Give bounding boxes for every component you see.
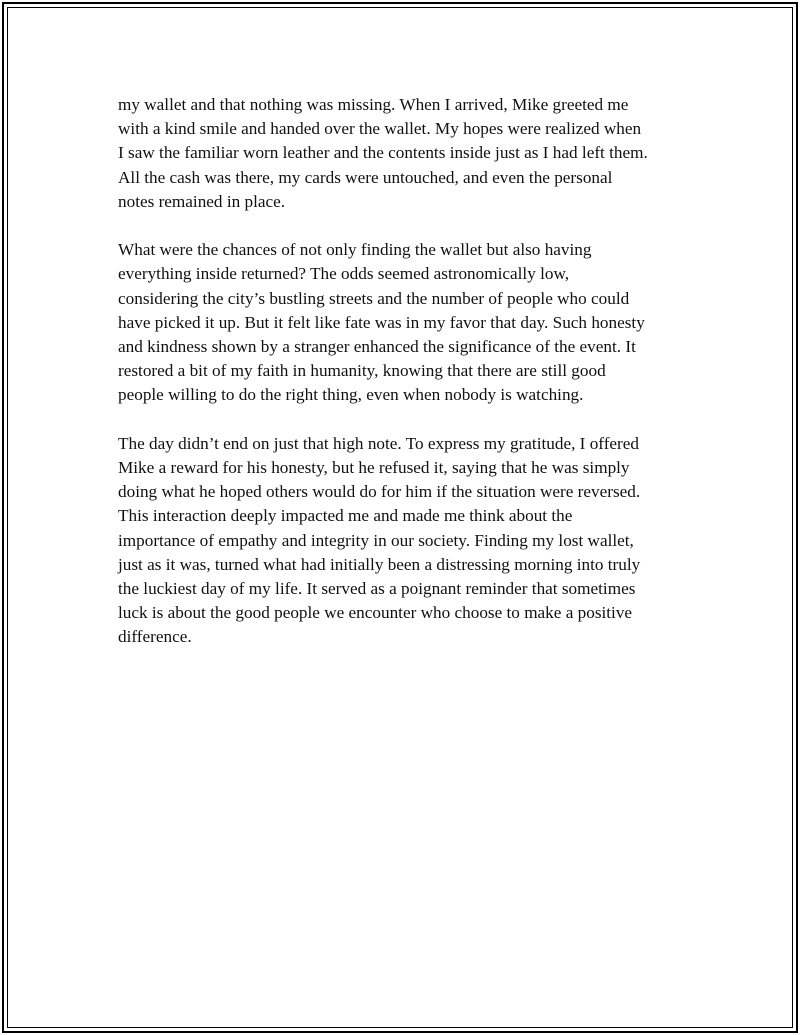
text-line: everything inside returned? The odds seemed astronomically low,: [118, 264, 570, 284]
paragraph-gratitude: [118, 432, 693, 650]
text-line: notes remained in place.: [118, 191, 286, 211]
text-line: restored a bit of my faith in humanity, knowing that there are still good: [118, 361, 606, 381]
text-line: Mike a reward for his honesty, but he refused it, saying that he was simply: [118, 458, 630, 478]
text-line: All the cash was there, my cards were untouched, and even the personal: [118, 167, 613, 187]
document-body: [118, 93, 693, 674]
text-line: This interaction deeply impacted me and made me think about the: [118, 506, 573, 526]
text-line: with a kind smile and handed over the wallet. My hopes were realized when: [118, 119, 642, 139]
text-line: importance of empathy and integrity in our society. Finding my lost wallet,: [118, 530, 634, 550]
text-line: What were the chances of not only finding the wallet but also having: [118, 240, 592, 260]
text-line: difference.: [118, 627, 192, 647]
text-line: The day didn’t end on just that high note. To express my gratitude, I offered: [118, 433, 639, 453]
text-line: my wallet and that nothing was missing. When I arrived, Mike greeted me: [118, 95, 629, 114]
paragraph-wallet-returned: [118, 93, 693, 214]
text-line: and kindness shown by a stranger enhanced the significance of the event. It: [118, 337, 636, 357]
text-line: I saw the familiar worn leather and the contents inside just as I had left them.: [118, 143, 648, 163]
text-line: the luckiest day of my life. It served as a poignant reminder that sometimes: [118, 579, 636, 599]
text-line: have picked it up. But it felt like fate was in my favor that day. Such honesty: [118, 312, 645, 332]
paragraph-chances: [118, 238, 693, 407]
text-line: considering the city’s bustling streets and the number of people who could: [118, 288, 630, 308]
text-line: people willing to do the right thing, even when nobody is watching.: [118, 385, 584, 405]
text-line: doing what he hoped others would do for him if the situation were reversed.: [118, 482, 641, 502]
text-line: just as it was, turned what had initially been a distressing morning into truly: [118, 554, 641, 574]
text-line: luck is about the good people we encounter who choose to make a positive: [118, 603, 633, 623]
